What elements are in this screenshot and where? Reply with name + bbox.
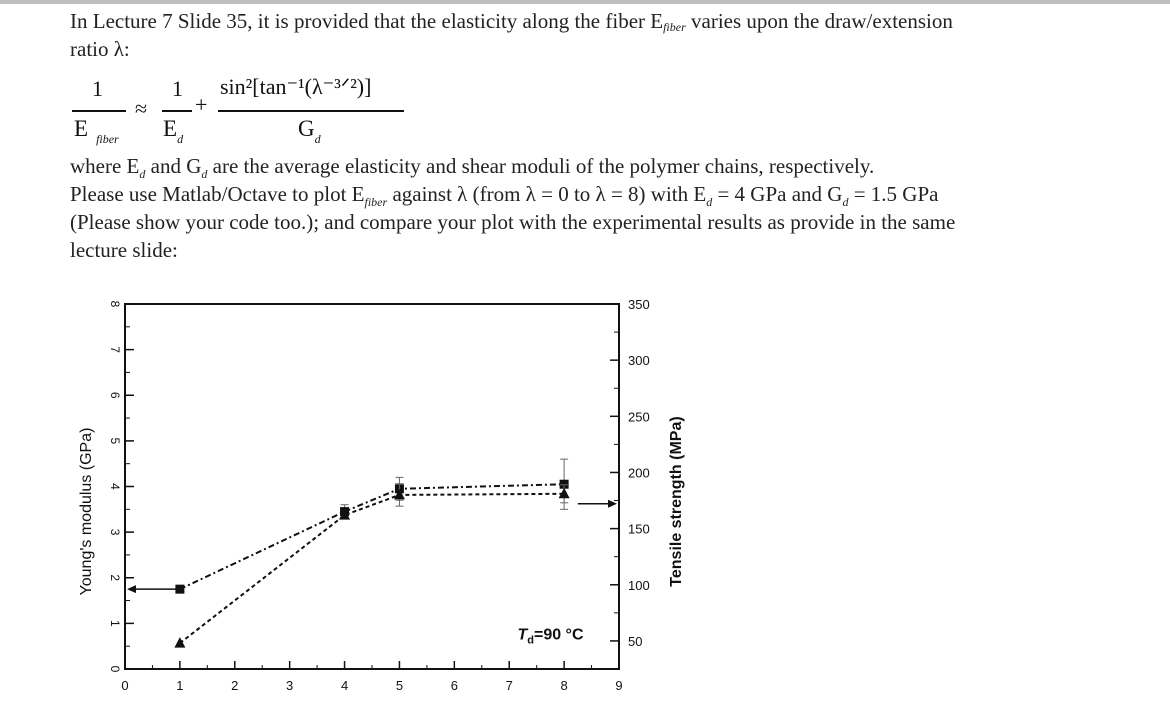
line4-sub3: d (842, 195, 849, 210)
y-right-tick-label: 250 (628, 409, 650, 425)
line3-a: where E (70, 154, 140, 178)
line1-end: varies upon the draw/extension (685, 9, 953, 33)
dual-axis-chart (60, 290, 700, 700)
line4-b: against λ (from λ = 0 to λ = 8) with E (387, 182, 707, 206)
t2-numerator: sin²[tan⁻¹(λ⁻³ᐟ²)] (220, 74, 372, 99)
text-line-6: lecture slide: (70, 238, 178, 262)
y-right-tick-label: 50 (628, 633, 643, 649)
t1-den-E: E (163, 116, 178, 141)
x-tick-label: 9 (615, 678, 623, 693)
series-line (180, 484, 564, 589)
annotation-rest: =90 °C (533, 626, 584, 644)
t1-fraction-line (162, 110, 192, 112)
top-border (0, 0, 1170, 4)
line3-c: are the average elasticity and shear moduli of the polymer chains, respectively. (207, 154, 875, 178)
x-tick-label: 1 (176, 678, 184, 693)
line3-b: and G (145, 154, 202, 178)
data-point-triangle (174, 637, 185, 648)
t2-denominator (298, 116, 321, 146)
y-left-tick-label: 4 (107, 483, 122, 490)
text-line-5: (Please show your code too.); and compare your plot with the experimental results as provide in the same (70, 210, 956, 234)
annotation-sub: d (527, 634, 534, 647)
y-left-tick-label: 0 (107, 665, 122, 673)
y-right-axis-title: Tensile strength (MPa) (668, 416, 685, 587)
line4-a: Please use Matlab/Octave to plot E (70, 182, 365, 206)
t2-fraction-line (218, 110, 404, 112)
y-left-tick-label: 1 (107, 620, 122, 627)
x-tick-label: 7 (505, 678, 513, 693)
chart-annotation (517, 626, 584, 646)
line4-d: = 1.5 GPa (848, 182, 939, 206)
t1-numerator: 1 (172, 76, 183, 101)
plot-frame (125, 304, 619, 669)
line1-sub: fiber (663, 20, 686, 34)
series-line (180, 494, 564, 643)
line4-c: = 4 GPa and G (712, 182, 843, 206)
y-left-tick-label: 5 (107, 437, 122, 445)
x-tick-label: 5 (395, 678, 404, 693)
x-tick-label: 2 (231, 678, 239, 693)
t1-den-sub: d (177, 132, 184, 146)
y-right-tick-label: 350 (628, 297, 650, 312)
lhs-den-E: E (74, 116, 89, 141)
lhs-fraction-line (72, 110, 126, 112)
y-left-tick-label: 3 (107, 528, 122, 536)
x-tick-label: 6 (450, 678, 458, 693)
line4-sub1: fiber (364, 195, 388, 210)
annotation-T: T (517, 626, 528, 644)
x-tick-label: 4 (340, 678, 349, 693)
y-right-tick-label: 150 (628, 521, 650, 537)
t1-denominator (163, 116, 184, 146)
line3-sub2: d (201, 167, 208, 182)
line3-sub1: d (139, 167, 146, 182)
approx-sign: ≈ (135, 96, 148, 121)
y-right-tick-label: 300 (628, 353, 650, 369)
y-right-tick-label: 100 (628, 577, 650, 593)
lhs-denominator (74, 116, 119, 146)
arrow-left-head (127, 585, 136, 593)
x-tick-label: 8 (560, 678, 568, 693)
t2-den-sub: d (314, 132, 321, 146)
text-line-1 (70, 8, 953, 41)
y-left-tick-label: 7 (107, 346, 122, 353)
line1-text: In Lecture 7 Slide 35, it is provided that the elasticity along the fiber E (70, 9, 664, 33)
y-left-tick-label: 2 (107, 574, 122, 582)
plus-sign: + (195, 92, 208, 117)
line4-sub2: d (706, 195, 713, 210)
y-left-tick-label: 6 (107, 391, 122, 399)
y-right-tick-label: 200 (628, 465, 650, 481)
lhs-den-sub: fiber (96, 132, 119, 146)
y-left-axis-title: Young's modulus (GPa) (78, 427, 95, 596)
lhs-numerator: 1 (92, 76, 103, 101)
text-line-2: ratio λ: (70, 37, 130, 61)
x-tick-label: 3 (286, 678, 294, 693)
y-left-tick-label: 8 (107, 300, 122, 308)
x-tick-label: 0 (121, 678, 129, 693)
t2-den-G: G (298, 116, 315, 141)
